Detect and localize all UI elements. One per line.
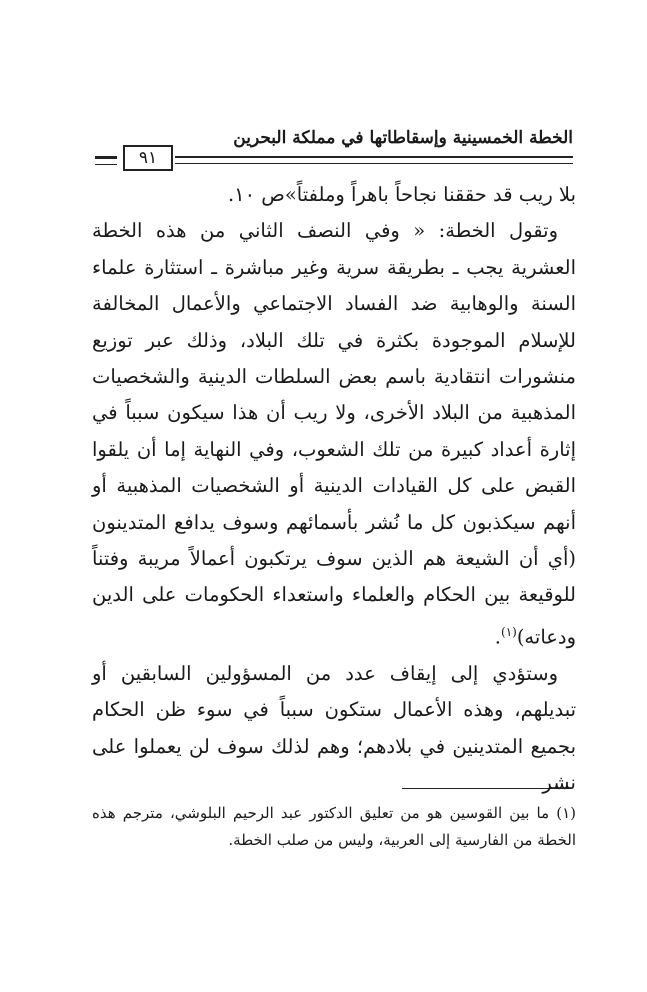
footnotes	[92, 800, 576, 854]
paragraph-2	[92, 213, 576, 655]
footnote-separator	[402, 788, 572, 789]
page-header	[95, 128, 573, 168]
header-rule	[95, 148, 573, 168]
paragraph-2-text: وتقول الخطة: « وفي النصف الثاني من هذه الخطة العشرية يجب ـ بطريقة سرية وغير مباشرة ـ استثارة علماء السنة والوهابية ضد الفساد الاجتماعي والأعمال المخالفة للإسلام الموجودة بكثرة في تلك البلاد، وذلك عبر توزيع منشورات انتقادية باسم بعض السلطات الدينية والشخصيات المذهبية من البلاد الأخرى، ولا ريب أن هذا سيكون سبباً في إثارة أعداد كبيرة من تلك الشعوب، وفي النهاية إما أن يلقوا القبض على كل القيادات الدينية أو الشخصيات المذهبية أو أنهم سيكذبون كل ما نُشر بأسمائهم وسوف يدافع المتدينون (أي أن الشيعة هم الذين سوف يرتكبون أعمالاً مريبة وفتناً للوقيعة بين الحكام والعلماء واستعداء الحكومات على الدين ودعاته)	[92, 219, 576, 649]
paragraph-3: وستؤدي إلى إيقاف عدد من المسؤولين السابقين أو تبديلهم، وهذه الأعمال ستكون سبباً في سوء ظن الحكام بجميع المتدينين في بلادهم؛ وهم لذلك سوف لن يعملوا على نشر	[92, 661, 576, 794]
footnote-reference: (١)	[501, 624, 517, 639]
paragraph-2-end: .	[494, 625, 501, 649]
header-rule-short	[95, 156, 117, 165]
body-text	[92, 177, 576, 801]
running-title: الخطة الخمسينية وإسقاطاتها في مملكة البحرين	[233, 128, 573, 148]
page-number: ٩١	[123, 145, 173, 171]
paragraph-1: بلا ريب قد حققنا نجاحاً باهراً وملفتاً»ص ١٠.	[227, 183, 576, 206]
header-rule-long	[175, 156, 573, 164]
footnote-1: (١) ما بين القوسين هو من تعليق الدكتور عبد الرحيم البلوشي، مترجم هذه الخطة من الفارسية إلى العربية، وليس من صلب الخطة.	[92, 804, 576, 849]
